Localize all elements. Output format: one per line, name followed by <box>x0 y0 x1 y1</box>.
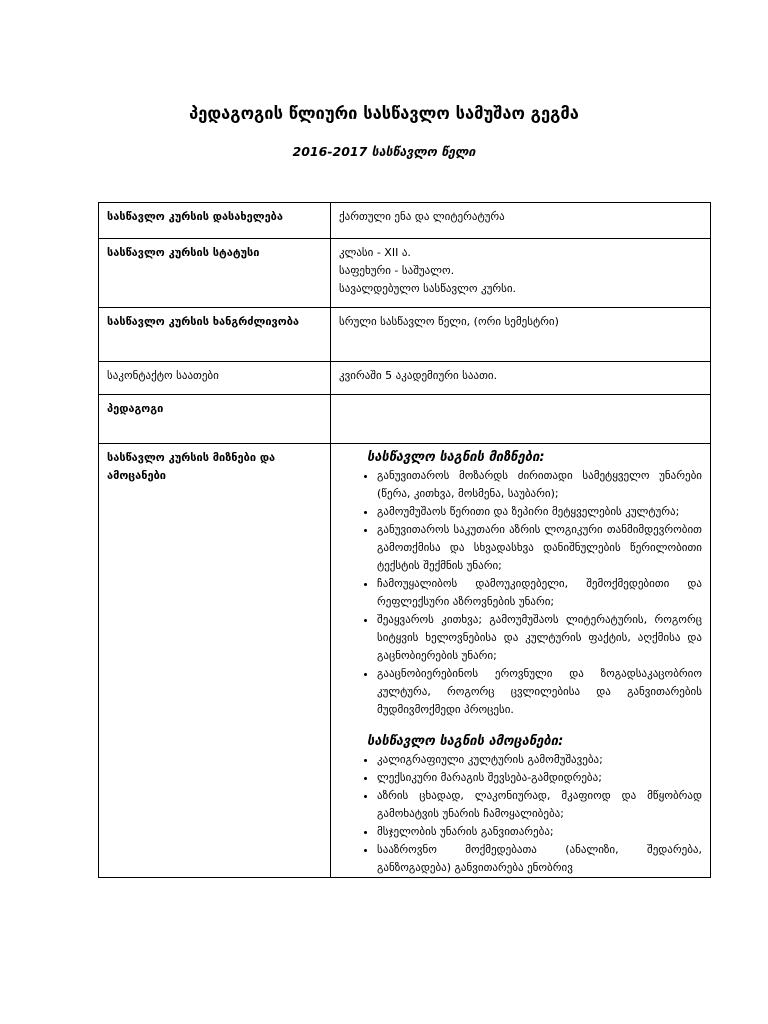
list-item: • კალიგრაფიული კულტურის გამომუშავება; <box>377 751 702 769</box>
list-item: • აზრის ცხადად, ლაკონიურად, მკაფიოდ და მწყობრად გამოხატვის უნარის ჩამოყალიბება; <box>377 787 702 823</box>
list-item: • შეაყვაროს კითხვა; გამოუმუშაოს ლიტერატურის, როგორც სიტყვის ხელოვნებისა და კულტურის ფაქტის, აღქმისა და გაცნობიერების უნარი; <box>377 611 702 665</box>
table-row <box>99 203 711 239</box>
list-item: • სააზროვნო მოქმედებათა (ანალიზი, შედარება, განზოგადება) განვითარება ენობრივ <box>377 841 702 877</box>
table-row <box>99 395 711 444</box>
goals-cell <box>331 444 711 878</box>
row-label: სასწავლო კურსის სტატუსი <box>99 239 331 308</box>
section-gap <box>339 719 702 733</box>
row-label: პედაგოგი <box>99 395 331 444</box>
list-item: • მსჯელობის უნარის განვითარება; <box>377 823 702 841</box>
tasks-heading: სასწავლო საგნის ამოცანები: <box>367 734 564 749</box>
row-value-line: სრული სასწავლო წელი, (ორი სემესტრი) <box>339 315 559 328</box>
row-label: საკონტაქტო საათები <box>99 362 331 395</box>
row-value-line: ქართული ენა და ლიტერატურა <box>339 210 505 223</box>
goals-heading: სასწავლო საგნის მიზნები: <box>367 450 545 465</box>
row-value <box>331 308 711 362</box>
row-label: სასწავლო კურსის მიზნები და ამოცანები <box>99 444 331 878</box>
list-item: • განუვითაროს საკუთარი აზრის ლოგიკური თანმიმდევრობით გამოთქმისა და სხვადასხვა დანიშნულების წერილობითი ტექსტის შექმნის უნარი; <box>377 521 702 575</box>
row-value <box>331 395 711 444</box>
list-item: • გამოუმუშაოს წერითი და ზეპირი მეტყველების კულტურა; <box>377 503 702 521</box>
row-label: სასწავლო კურსის ხანგრძლივობა <box>99 308 331 362</box>
list-item: • გააცნობიერებინოს ეროვნული და ზოგადსაკაცობრიო კულტურა, როგორც ცვლილებისა და განვითარების მუდმივმოქმედი პროცესი. <box>377 665 702 719</box>
row-value <box>331 239 711 308</box>
list-item: • ლექსიკური მარაგის შევსება-გამდიდრება; <box>377 769 702 787</box>
course-info-table <box>98 202 711 878</box>
tasks-list <box>339 751 702 877</box>
row-value-line: საფეხური - საშუალო. <box>339 264 455 277</box>
row-value-line: სავალდებულო სასწავლო კურსი. <box>339 282 517 295</box>
list-item: • განუვითაროს მოზარდს ძირითადი სამეტყველო უნარები (წერა, კითხვა, მოსმენა, საუბარი); <box>377 467 702 503</box>
table-row <box>99 239 711 308</box>
table-row <box>99 308 711 362</box>
table-row-goals <box>99 444 711 878</box>
document-subtitle: 2016-2017 სასწავლო წელი <box>292 144 476 159</box>
row-label: სასწავლო კურსის დასახელება <box>99 203 331 239</box>
row-value <box>331 362 711 395</box>
row-value <box>331 203 711 239</box>
row-value-line: კვირაში 5 აკადემიური საათი. <box>339 369 498 382</box>
row-value-line: კლასი - XII ა. <box>339 246 411 259</box>
table-row <box>99 362 711 395</box>
list-item: • ჩამოუყალიბოს დამოუკიდებელი, შემოქმედებითი და რეფლექსური აზროვნების უნარი; <box>377 575 702 611</box>
goals-list <box>339 467 702 719</box>
document-title: პედაგოგის წლიური სასწავლო სამუშაო გეგმა <box>189 104 579 123</box>
